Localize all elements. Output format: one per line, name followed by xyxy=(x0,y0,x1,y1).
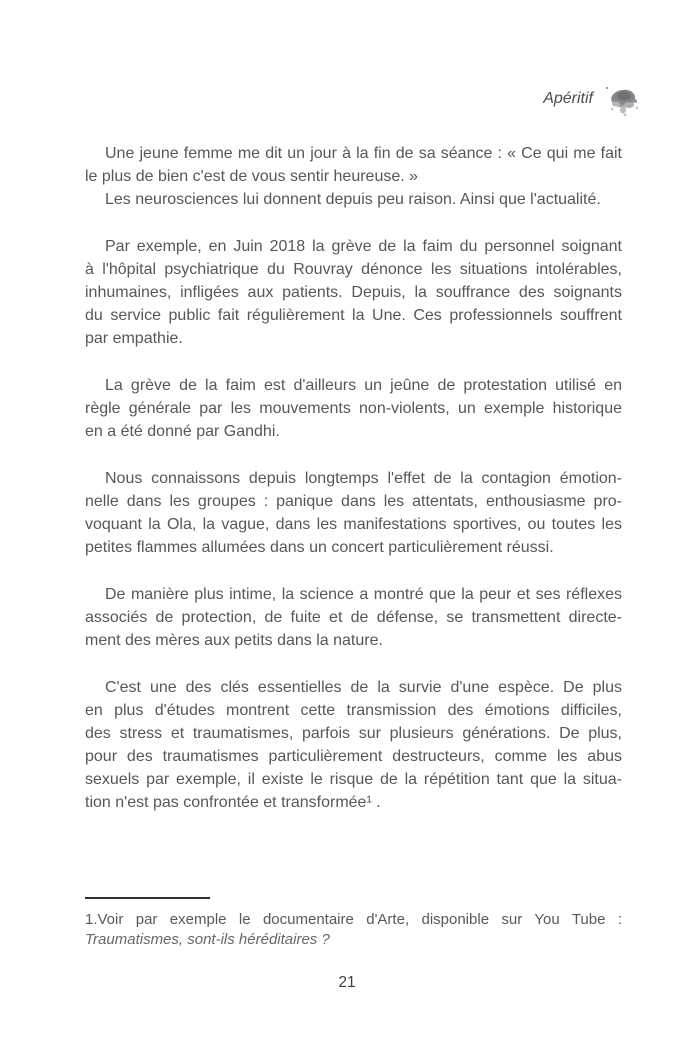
text-line: Nous connaissons depuis longtemps l'effet de la contagion émotion- xyxy=(105,470,622,487)
text-line: par empathie. xyxy=(85,330,183,347)
text-line: en plus d'études montrent cette transmission des émotions difficiles, xyxy=(85,702,622,719)
text-line: ment des mères aux petits dans la nature. xyxy=(85,632,383,649)
page-number: 21 xyxy=(338,974,356,991)
text-line: voquant la Ola, la vague, dans les manifestations sportives, ou toutes les xyxy=(85,516,622,533)
paragraph xyxy=(85,142,622,188)
text-line: petites flammes allumées dans un concert particulièrement réussi. xyxy=(85,539,554,556)
text-line: sexuels par exemple, il existe le risque de la répétition tant que la situa- xyxy=(85,771,622,788)
text-line: le plus de bien c'est de vous sentir heureuse. » xyxy=(85,168,419,185)
body-text xyxy=(85,142,622,814)
paragraph xyxy=(85,676,622,814)
text-line: des stress et traumatismes, parfois sur plusieurs générations. De plus, xyxy=(85,725,622,742)
paragraph xyxy=(85,467,622,559)
paragraph xyxy=(85,235,622,350)
text-line: tion n'est pas confrontée et transformée¹ . xyxy=(85,794,381,811)
text-line: nelle dans les groupes : panique dans les attentats, enthousiasme pro- xyxy=(85,493,622,510)
paragraph xyxy=(85,188,622,211)
running-head-title: Apéritif xyxy=(543,90,593,107)
text-line: inhumaines, infligées aux patients. Depuis, la souffrance des soignants xyxy=(85,284,622,301)
text-line: De manière plus intime, la science a montré que la peur et ses réflexes xyxy=(105,586,622,603)
paragraph xyxy=(85,583,622,652)
text-line: du service public fait régulièrement la Une. Ces professionnels souffrent xyxy=(85,307,622,324)
paragraph xyxy=(85,374,622,443)
text-line: Les neurosciences lui donnent depuis peu raison. Ainsi que l'actualité. xyxy=(105,191,601,208)
text-line: pour des traumatismes particulièrement destructeurs, comme les abus xyxy=(85,748,622,765)
ink-blot-icon xyxy=(604,84,642,120)
text-line: associés de protection, de fuite et de défense, se transmettent directe- xyxy=(85,609,622,626)
text-line: en a été donné par Gandhi. xyxy=(85,423,280,440)
text-line: Par exemple, en Juin 2018 la grève de la faim du personnel soignant xyxy=(105,238,622,255)
text-line: Une jeune femme me dit un jour à la fin de sa séance : « Ce qui me fait xyxy=(105,145,622,162)
page-header xyxy=(0,84,642,120)
footnote-text: 1.Voir par exemple le documentaire d'Arte, disponible sur You Tube : xyxy=(85,911,622,928)
footnote xyxy=(85,897,622,950)
footnote-title-italic: Traumatismes, sont-ils héréditaires ? xyxy=(85,931,330,948)
text-line: La grève de la faim est d'ailleurs un jeûne de protestation utilisé en xyxy=(105,377,622,394)
text-line: C'est une des clés essentielles de la survie d'une espèce. De plus xyxy=(105,679,622,696)
footnote-divider xyxy=(85,897,210,899)
text-line: règle générale par les mouvements non-violents, un exemple historique xyxy=(85,400,622,417)
text-line: à l'hôpital psychiatrique du Rouvray dénonce les situations intolérables, xyxy=(85,261,622,278)
